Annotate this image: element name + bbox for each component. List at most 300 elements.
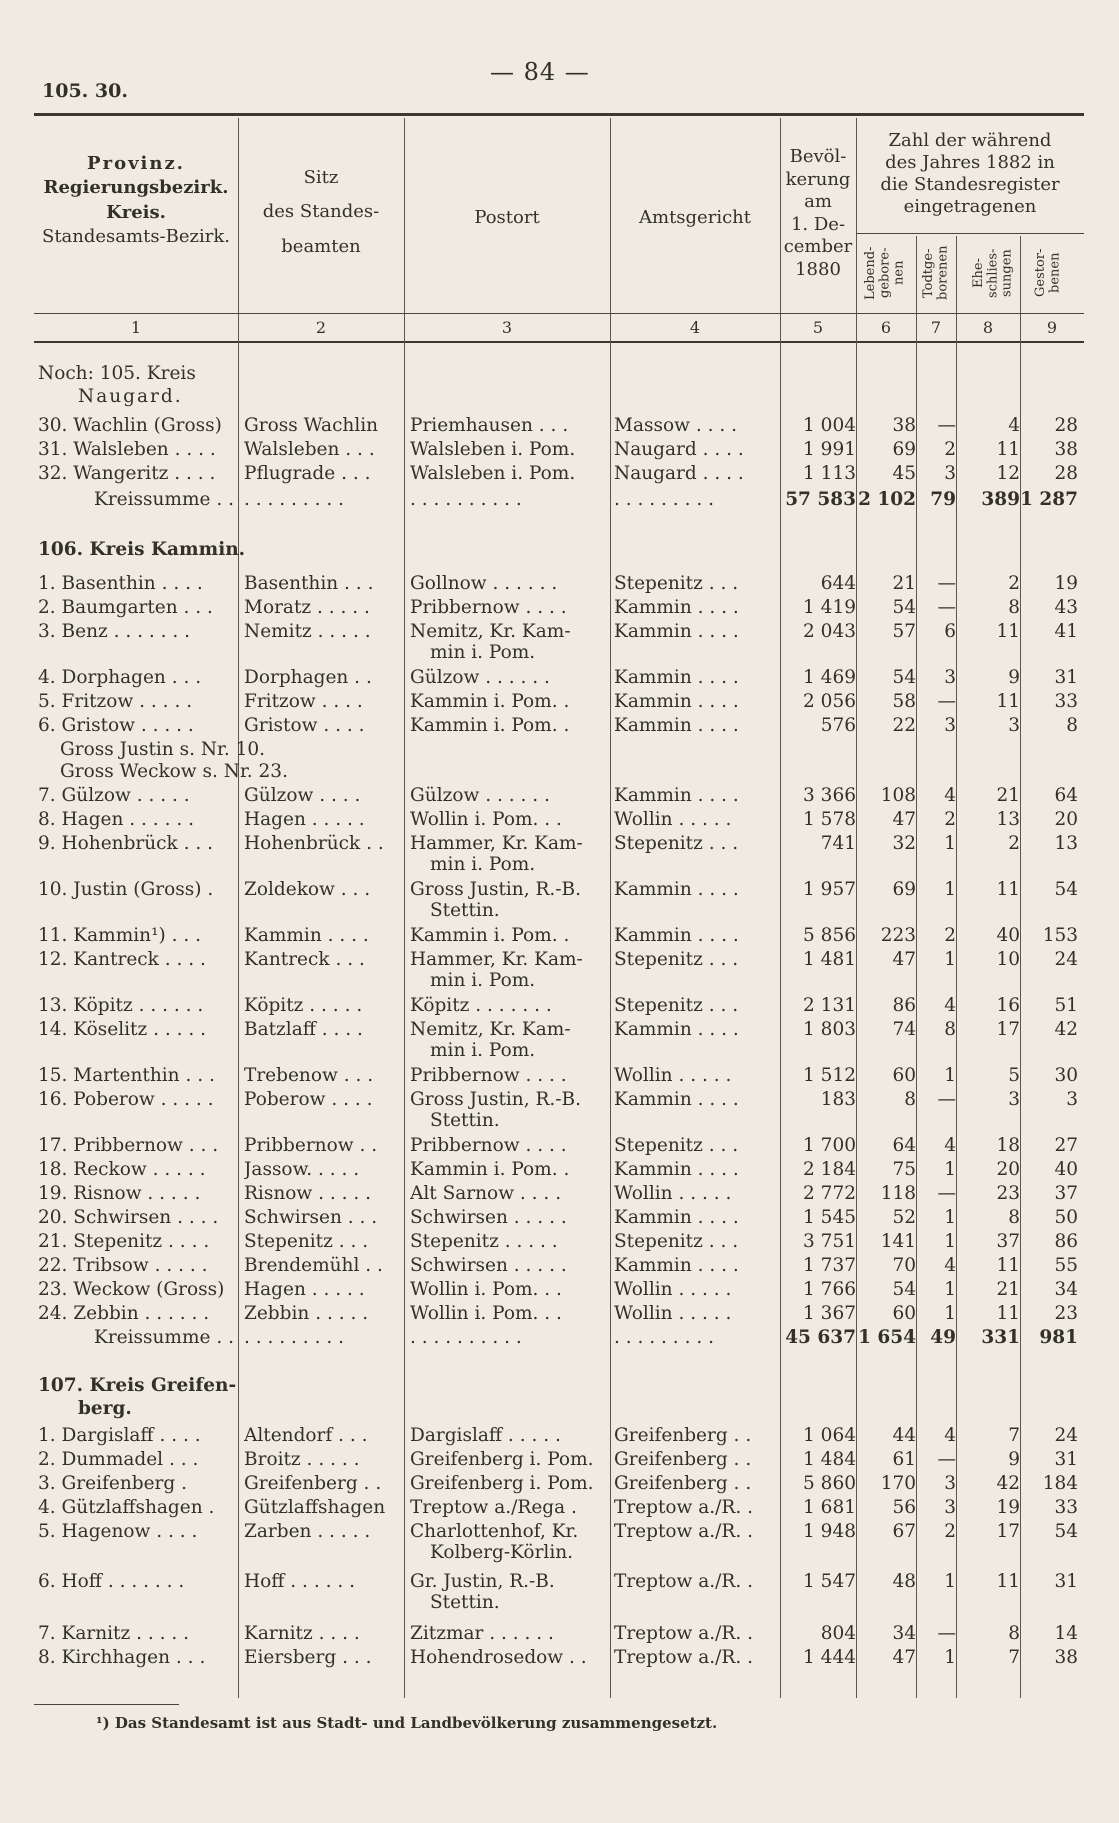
cell-name: 31. Walsleben . . . . bbox=[38, 439, 216, 460]
cell-ges: 54 bbox=[1054, 879, 1078, 900]
column-number: 5 bbox=[812, 318, 824, 337]
cell-ges: 54 bbox=[1054, 1521, 1078, 1542]
header-group bbox=[856, 130, 1084, 218]
cell-amt: Kammin . . . . bbox=[614, 1159, 739, 1180]
cell-leb: 47 bbox=[892, 949, 916, 970]
cell-amt: Kammin . . . . bbox=[614, 621, 739, 642]
group-rule bbox=[856, 233, 1084, 234]
cross-reference-note bbox=[0, 760, 1119, 784]
cell-tot: 2 bbox=[944, 925, 956, 946]
cell-amt: Wollin . . . . . bbox=[614, 1279, 732, 1300]
cell-ehe: 23 bbox=[996, 1183, 1020, 1204]
cell-bev: 2 131 bbox=[803, 995, 856, 1016]
cell-bev: 5 856 bbox=[803, 925, 856, 946]
cell-ges: 64 bbox=[1054, 785, 1078, 806]
cell-tot: — bbox=[937, 691, 956, 712]
cell-name: 30. Wachlin (Gross) bbox=[38, 415, 222, 436]
cell-sitz: Pribbernow . . bbox=[244, 1135, 378, 1156]
cell-post: Greifenberg i. Pom. bbox=[410, 1449, 594, 1470]
cell-amt: . . . . . . . . . bbox=[614, 1327, 714, 1348]
table-row bbox=[0, 1088, 1119, 1131]
cell-sitz: Jassow. . . . . bbox=[244, 1159, 360, 1180]
cell-post: Kammin i. Pom. . bbox=[410, 691, 570, 712]
cell-bev: 1 419 bbox=[803, 597, 856, 618]
cell-amt: Greifenberg . . bbox=[614, 1473, 752, 1494]
cell-amt: Kammin . . . . bbox=[614, 1207, 739, 1228]
cell-post: Dargislaff . . . . . bbox=[410, 1425, 561, 1446]
cell-ges: 38 bbox=[1054, 1647, 1078, 1668]
cell-tot: 1 bbox=[944, 879, 956, 900]
cell-post: Hammer, Kr. Kam- bbox=[410, 949, 583, 970]
cell-sitz: Kantreck . . . bbox=[244, 949, 365, 970]
cell-post: Schwirsen . . . . . bbox=[410, 1255, 567, 1276]
cell-amt: . . . . . . . . . bbox=[614, 489, 714, 510]
cell-leb: 64 bbox=[892, 1135, 916, 1156]
cell-tot: 1 bbox=[944, 1303, 956, 1324]
cell-post: Treptow a./Rega . bbox=[410, 1497, 577, 1518]
district-heading bbox=[0, 362, 1119, 407]
header-col5-line: 1880 bbox=[795, 258, 841, 280]
cell-amt: Treptow a./R. . bbox=[614, 1647, 753, 1668]
cell-post: Priemhausen . . . bbox=[410, 415, 569, 436]
cell-amt: Stepenitz . . . bbox=[614, 573, 739, 594]
cell-amt: Treptow a./R. . bbox=[614, 1623, 753, 1644]
cell-name: 4. Dorphagen . . . bbox=[38, 667, 202, 688]
cell-ehe: 7 bbox=[1008, 1647, 1020, 1668]
postort-continuation: min i. Pom. bbox=[430, 1040, 536, 1061]
cell-ehe: 11 bbox=[996, 439, 1020, 460]
cell-ges: 51 bbox=[1054, 995, 1078, 1016]
cell-ges: 31 bbox=[1054, 667, 1078, 688]
header-group-line: die Standesregister bbox=[880, 173, 1060, 195]
cell-sitz: Zebbin . . . . . bbox=[244, 1303, 369, 1324]
cell-sitz: Zoldekow . . . bbox=[244, 879, 371, 900]
cell-ges: 33 bbox=[1054, 691, 1078, 712]
cell-leb: 54 bbox=[892, 1279, 916, 1300]
cell-name: 3. Greifenberg . bbox=[38, 1473, 187, 1494]
column-number: 7 bbox=[930, 318, 942, 337]
cell-leb: 47 bbox=[892, 1647, 916, 1668]
cell-name: Gross Justin s. Nr. 10. bbox=[60, 739, 266, 760]
cell-bev: 1 547 bbox=[803, 1571, 856, 1592]
cell-ehe: 8 bbox=[1008, 1623, 1020, 1644]
cell-post: Hohendrosedow . . bbox=[410, 1647, 587, 1668]
heading-continuation: Naugard. bbox=[78, 386, 183, 407]
cell-ehe: 11 bbox=[996, 1571, 1020, 1592]
cell-name: 8. Hagen . . . . . . bbox=[38, 809, 194, 830]
cell-name: 24. Zebbin . . . . . . bbox=[38, 1303, 210, 1324]
header-col2-line: Sitz bbox=[303, 167, 339, 188]
postort-continuation: min i. Pom. bbox=[430, 642, 536, 663]
header-col2-line: des Standes- bbox=[262, 201, 380, 223]
table-row bbox=[0, 1158, 1119, 1182]
header-col5-line: am bbox=[804, 191, 832, 212]
column-number: 9 bbox=[1046, 318, 1058, 337]
table-row bbox=[0, 1472, 1119, 1496]
cell-ehe: 2 bbox=[1008, 573, 1020, 594]
cell-sitz: Schwirsen . . . bbox=[244, 1207, 378, 1228]
cell-bev: 741 bbox=[820, 833, 856, 854]
cell-sitz: Poberow . . . . bbox=[244, 1089, 373, 1110]
cell-amt: Greifenberg . . bbox=[614, 1425, 752, 1446]
table-row bbox=[0, 438, 1119, 462]
header-top-rule bbox=[34, 113, 1084, 116]
cell-bev: 57 583 bbox=[785, 489, 856, 510]
cell-bev: 1 766 bbox=[803, 1279, 856, 1300]
cell-ehe: 4 bbox=[1008, 415, 1020, 436]
table-row bbox=[0, 572, 1119, 596]
cell-ges: 1 287 bbox=[1020, 489, 1078, 510]
cell-post: Kammin i. Pom. . bbox=[410, 925, 570, 946]
cell-amt: Treptow a./R. . bbox=[614, 1497, 753, 1518]
cell-ges: 153 bbox=[1042, 925, 1078, 946]
cell-name: 10. Justin (Gross) . bbox=[38, 879, 214, 900]
cell-amt: Kammin . . . . bbox=[614, 1019, 739, 1040]
cell-ges: 86 bbox=[1054, 1231, 1078, 1252]
cell-bev: 2 184 bbox=[803, 1159, 856, 1180]
district-heading bbox=[0, 538, 1119, 562]
cell-amt: Stepenitz . . . bbox=[614, 833, 739, 854]
cell-post: Nemitz, Kr. Kam- bbox=[410, 1019, 571, 1040]
cell-post: Kammin i. Pom. . bbox=[410, 715, 570, 736]
cell-leb: 69 bbox=[892, 879, 916, 900]
cell-name: Noch: 105. Kreis bbox=[38, 363, 196, 384]
cell-bev: 1 700 bbox=[803, 1135, 856, 1156]
cell-leb: 48 bbox=[892, 1571, 916, 1592]
cell-ehe: 11 bbox=[996, 1303, 1020, 1324]
cell-name: 7. Gülzow . . . . . bbox=[38, 785, 190, 806]
header-col1-line: Standesamts-Bezirk. bbox=[41, 225, 230, 247]
cell-post: Charlottenhof, Kr. bbox=[410, 1521, 579, 1542]
district-sum-row bbox=[0, 488, 1119, 512]
cell-sitz: Stepenitz . . . bbox=[244, 1231, 369, 1252]
cell-ehe: 9 bbox=[1008, 667, 1020, 688]
cell-ehe: 17 bbox=[996, 1019, 1020, 1040]
cell-post: Nemitz, Kr. Kam- bbox=[410, 621, 571, 642]
table-row bbox=[0, 1230, 1119, 1254]
cell-ges: 24 bbox=[1054, 949, 1078, 970]
table-row bbox=[0, 994, 1119, 1018]
table-row bbox=[0, 832, 1119, 875]
footnote-rule bbox=[34, 1704, 179, 1705]
cell-post: Kammin i. Pom. . bbox=[410, 1159, 570, 1180]
cell-ehe: 5 bbox=[1008, 1065, 1020, 1086]
cell-leb: 54 bbox=[892, 667, 916, 688]
cell-name: 5. Fritzow . . . . . bbox=[38, 691, 193, 712]
cell-post: Walsleben i. Pom. bbox=[410, 439, 576, 460]
cell-post: Alt Sarnow . . . . bbox=[410, 1183, 562, 1204]
cell-ges: 50 bbox=[1054, 1207, 1078, 1228]
cell-name: 17. Pribbernow . . . bbox=[38, 1135, 219, 1156]
cell-post: Wollin i. Pom. . . bbox=[410, 1279, 562, 1300]
postort-continuation: min i. Pom. bbox=[430, 854, 536, 875]
cell-bev: 1 469 bbox=[803, 667, 856, 688]
cell-ges: 28 bbox=[1054, 463, 1078, 484]
cell-post: Pribbernow . . . . bbox=[410, 597, 567, 618]
cell-bev: 1 957 bbox=[803, 879, 856, 900]
table-row bbox=[0, 1278, 1119, 1302]
cell-amt: Kammin . . . . bbox=[614, 715, 739, 736]
column-number: 2 bbox=[315, 318, 327, 337]
cell-amt: Kammin . . . . bbox=[614, 667, 739, 688]
cell-leb: 1 654 bbox=[858, 1327, 916, 1348]
cell-bev: 1 512 bbox=[803, 1065, 856, 1086]
cell-ehe: 16 bbox=[996, 995, 1020, 1016]
heading-continuation: berg. bbox=[78, 1398, 132, 1419]
header-col5-line: Bevöl- bbox=[789, 146, 847, 167]
cell-ehe: 3 bbox=[1008, 715, 1020, 736]
header-col4: Amtsgericht bbox=[639, 207, 751, 228]
table-row bbox=[0, 1206, 1119, 1230]
cell-sitz: Risnow . . . . . bbox=[244, 1183, 372, 1204]
cell-sitz: Altendorf . . . bbox=[244, 1425, 368, 1446]
cell-post: Wollin i. Pom. . . bbox=[410, 809, 562, 830]
cell-bev: 1 803 bbox=[803, 1019, 856, 1040]
table-row bbox=[0, 948, 1119, 991]
cell-leb: 70 bbox=[892, 1255, 916, 1276]
cell-bev: 1 545 bbox=[803, 1207, 856, 1228]
cell-ehe: 20 bbox=[996, 1159, 1020, 1180]
cell-name: 23. Weckow (Gross) bbox=[38, 1279, 225, 1300]
postort-continuation: Kolberg-Körlin. bbox=[430, 1542, 574, 1563]
cell-tot: 4 bbox=[944, 785, 956, 806]
cell-leb: 2 102 bbox=[858, 489, 916, 510]
cell-name: 6. Hoff . . . . . . . bbox=[38, 1571, 185, 1592]
cell-ehe: 21 bbox=[996, 1279, 1020, 1300]
cell-ehe: 9 bbox=[1008, 1449, 1020, 1470]
cell-tot: 1 bbox=[944, 949, 956, 970]
cell-leb: 170 bbox=[880, 1473, 916, 1494]
cell-ges: 37 bbox=[1054, 1183, 1078, 1204]
cell-ehe: 11 bbox=[996, 621, 1020, 642]
header-bottom-rule bbox=[34, 341, 1084, 343]
table-row bbox=[0, 1520, 1119, 1563]
cell-leb: 56 bbox=[892, 1497, 916, 1518]
cell-sitz: . . . . . . . . . bbox=[244, 489, 344, 510]
table-row bbox=[0, 714, 1119, 738]
table-row bbox=[0, 878, 1119, 921]
table-row bbox=[0, 1622, 1119, 1646]
cell-name: 12. Kantreck . . . . bbox=[38, 949, 206, 970]
cell-leb: 69 bbox=[892, 439, 916, 460]
cell-ehe: 8 bbox=[1008, 1207, 1020, 1228]
cell-sitz: Eiersberg . . . bbox=[244, 1647, 372, 1668]
cell-post: Pribbernow . . . . bbox=[410, 1135, 567, 1156]
cell-tot: 1 bbox=[944, 1279, 956, 1300]
cell-tot: 1 bbox=[944, 833, 956, 854]
footnote: ¹) Das Standesamt ist aus Stadt- und Landbevölkerung zusammengesetzt. bbox=[96, 1714, 718, 1732]
cell-ehe: 10 bbox=[996, 949, 1020, 970]
cell-amt: Massow . . . . bbox=[614, 415, 737, 436]
cell-ehe: 3 bbox=[1008, 1089, 1020, 1110]
cell-name: 13. Köpitz . . . . . . bbox=[38, 995, 204, 1016]
cell-amt: Treptow a./R. . bbox=[614, 1571, 753, 1592]
cell-bev: 45 637 bbox=[785, 1327, 856, 1348]
header-col5 bbox=[780, 146, 856, 281]
cell-amt: Stepenitz . . . bbox=[614, 1231, 739, 1252]
cell-ges: 3 bbox=[1066, 1089, 1078, 1110]
cell-tot: 1 bbox=[944, 1571, 956, 1592]
cell-tot: — bbox=[937, 1089, 956, 1110]
cell-leb: 52 bbox=[892, 1207, 916, 1228]
cell-post: Gross Justin, R.-B. bbox=[410, 879, 582, 900]
table-row bbox=[0, 1254, 1119, 1278]
cell-name: 8. Kirchhagen . . . bbox=[38, 1647, 206, 1668]
cell-amt: Wollin . . . . . bbox=[614, 1183, 732, 1204]
cross-reference-note bbox=[0, 738, 1119, 762]
cell-tot: 2 bbox=[944, 809, 956, 830]
cell-name: 7. Karnitz . . . . . bbox=[38, 1623, 190, 1644]
cell-post: Wollin i. Pom. . . bbox=[410, 1303, 562, 1324]
cell-ehe: 11 bbox=[996, 879, 1020, 900]
cell-post: . . . . . . . . . . bbox=[410, 489, 522, 510]
cell-ges: 30 bbox=[1054, 1065, 1078, 1086]
cell-name: 14. Köselitz . . . . . bbox=[38, 1019, 207, 1040]
cell-tot: 1 bbox=[944, 1159, 956, 1180]
cell-ges: 28 bbox=[1054, 415, 1078, 436]
cell-ges: 33 bbox=[1054, 1497, 1078, 1518]
district-sum-row bbox=[0, 1326, 1119, 1350]
cell-bev: 1 737 bbox=[803, 1255, 856, 1276]
header-group-line: des Jahres 1882 in bbox=[885, 151, 1055, 173]
cell-tot: 3 bbox=[944, 1473, 956, 1494]
cell-leb: 22 bbox=[892, 715, 916, 736]
cell-ehe: 13 bbox=[996, 809, 1020, 830]
header-group-line: eingetragenen bbox=[903, 195, 1037, 217]
cell-bev: 576 bbox=[820, 715, 856, 736]
cell-tot: 1 bbox=[944, 1065, 956, 1086]
table-row bbox=[0, 808, 1119, 832]
cell-leb: 75 bbox=[892, 1159, 916, 1180]
cell-ehe: 18 bbox=[996, 1135, 1020, 1156]
postort-continuation: Stettin. bbox=[430, 1110, 500, 1131]
cell-tot: 4 bbox=[944, 1135, 956, 1156]
header-col2 bbox=[238, 166, 404, 259]
table-row bbox=[0, 924, 1119, 948]
header-mid-rule bbox=[34, 313, 1084, 314]
cell-tot: 1 bbox=[944, 1207, 956, 1228]
cell-leb: 34 bbox=[892, 1623, 916, 1644]
cell-leb: 60 bbox=[892, 1303, 916, 1324]
cell-leb: 141 bbox=[880, 1231, 916, 1252]
cell-leb: 74 bbox=[892, 1019, 916, 1040]
cell-name: 3. Benz . . . . . . . bbox=[38, 621, 191, 642]
table-row bbox=[0, 1570, 1119, 1613]
cell-name: 11. Kammin¹) . . . bbox=[38, 925, 201, 946]
cell-leb: 108 bbox=[880, 785, 916, 806]
cell-post: Schwirsen . . . . . bbox=[410, 1207, 567, 1228]
cell-tot: 2 bbox=[944, 439, 956, 460]
cell-tot: — bbox=[937, 1449, 956, 1470]
cell-name: 32. Wangeritz . . . . bbox=[38, 463, 216, 484]
page-number: — 84 — bbox=[490, 58, 590, 86]
cell-leb: 38 bbox=[892, 415, 916, 436]
cell-name: 19. Risnow . . . . . bbox=[38, 1183, 201, 1204]
cell-sitz: Köpitz . . . . . bbox=[244, 995, 363, 1016]
table-row bbox=[0, 620, 1119, 663]
cell-tot: — bbox=[937, 1183, 956, 1204]
cell-sitz: Batzlaff . . . . bbox=[244, 1019, 363, 1040]
cell-tot: 49 bbox=[930, 1327, 956, 1348]
cell-post: Gülzow . . . . . . bbox=[410, 785, 550, 806]
cell-ges: 34 bbox=[1054, 1279, 1078, 1300]
cell-sitz: Moratz . . . . . bbox=[244, 597, 370, 618]
cell-leb: 67 bbox=[892, 1521, 916, 1542]
cell-post: Stepenitz . . . . . bbox=[410, 1231, 558, 1252]
cell-tot: — bbox=[937, 1623, 956, 1644]
cell-sitz: Trebenow . . . bbox=[244, 1065, 374, 1086]
cell-leb: 61 bbox=[892, 1449, 916, 1470]
cell-ges: 24 bbox=[1054, 1425, 1078, 1446]
cell-post: Gülzow . . . . . . bbox=[410, 667, 550, 688]
cell-post: Pribbernow . . . . bbox=[410, 1065, 567, 1086]
cell-bev: 1 444 bbox=[803, 1647, 856, 1668]
header-col5-line: 1. De- bbox=[790, 213, 846, 235]
cell-bev: 1 481 bbox=[803, 949, 856, 970]
cell-leb: 223 bbox=[880, 925, 916, 946]
cell-bev: 1 064 bbox=[803, 1425, 856, 1446]
district-heading bbox=[0, 1374, 1119, 1419]
cell-sitz: Hohenbrück . . bbox=[244, 833, 384, 854]
cell-ges: 8 bbox=[1066, 715, 1078, 736]
cell-leb: 60 bbox=[892, 1065, 916, 1086]
header-col2-line: beamten bbox=[281, 235, 361, 257]
cell-ges: 14 bbox=[1054, 1623, 1078, 1644]
cell-ges: 40 bbox=[1054, 1159, 1078, 1180]
cell-bev: 804 bbox=[820, 1623, 856, 1644]
cell-bev: 1 004 bbox=[803, 415, 856, 436]
postort-continuation: Stettin. bbox=[430, 1592, 500, 1613]
cell-ehe: 11 bbox=[996, 1255, 1020, 1276]
table-row bbox=[0, 1496, 1119, 1520]
table-row bbox=[0, 1302, 1119, 1326]
cell-tot: 3 bbox=[944, 1497, 956, 1518]
column-number: 1 bbox=[130, 318, 142, 337]
cell-bev: 3 751 bbox=[803, 1231, 856, 1252]
cell-sitz: Pflugrade . . . bbox=[244, 463, 371, 484]
postort-continuation: Stettin. bbox=[430, 900, 500, 921]
cell-name: 21. Stepenitz . . . . bbox=[38, 1231, 210, 1252]
cell-bev: 1 113 bbox=[803, 463, 856, 484]
cell-sitz: Nemitz . . . . . bbox=[244, 621, 371, 642]
cell-bev: 1 484 bbox=[803, 1449, 856, 1470]
cell-amt: Treptow a./R. . bbox=[614, 1521, 753, 1542]
cell-tot: 4 bbox=[944, 995, 956, 1016]
cell-name: 4. Gützlaffshagen . bbox=[38, 1497, 215, 1518]
cell-leb: 58 bbox=[892, 691, 916, 712]
postort-continuation: min i. Pom. bbox=[430, 970, 536, 991]
header-col9: Gestor-benen bbox=[1033, 248, 1063, 298]
cell-bev: 1 948 bbox=[803, 1521, 856, 1542]
header-col1-line: Provinz. bbox=[87, 153, 185, 174]
cell-sitz: Karnitz . . . . bbox=[244, 1623, 360, 1644]
cell-tot: — bbox=[937, 573, 956, 594]
cell-post: Gollnow . . . . . . bbox=[410, 573, 558, 594]
cell-ges: 55 bbox=[1054, 1255, 1078, 1276]
cell-name: 2. Baumgarten . . . bbox=[38, 597, 213, 618]
cell-leb: 86 bbox=[892, 995, 916, 1016]
cell-tot: 3 bbox=[944, 715, 956, 736]
cell-tot: — bbox=[937, 415, 956, 436]
cell-ehe: 389 bbox=[981, 489, 1020, 510]
table-row bbox=[0, 1182, 1119, 1206]
table-row bbox=[0, 1134, 1119, 1158]
cell-bev: 183 bbox=[820, 1089, 856, 1110]
cell-bev: 1 367 bbox=[803, 1303, 856, 1324]
cell-tot: 3 bbox=[944, 463, 956, 484]
cell-bev: 2 772 bbox=[803, 1183, 856, 1204]
cell-name: 20. Schwirsen . . . . bbox=[38, 1207, 219, 1228]
